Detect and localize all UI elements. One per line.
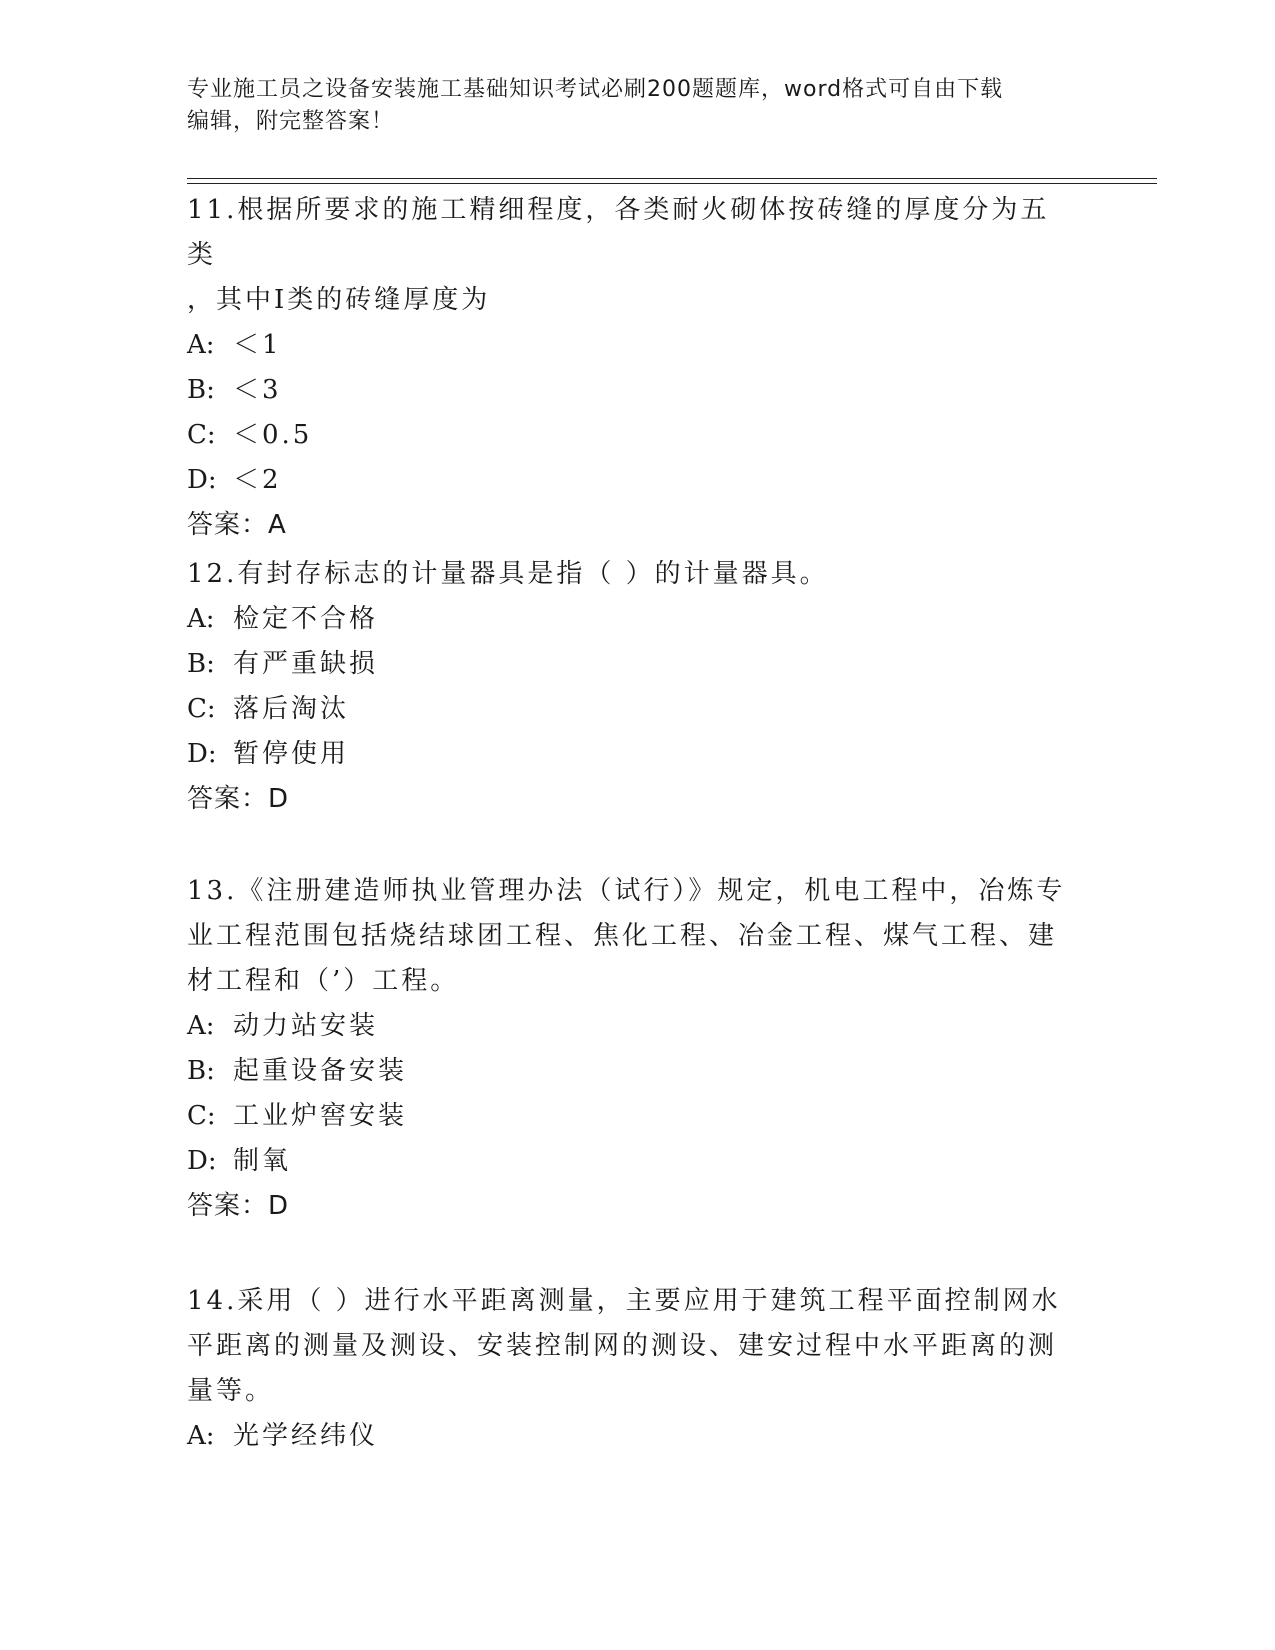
option-letter: C: <box>187 420 216 450</box>
question-text-line: ，其中Ⅰ类的砖缝厚度为 <box>187 285 491 315</box>
option-text: ＜2 <box>233 465 282 495</box>
question-14 <box>187 1279 1077 1459</box>
question-text-line: 材工程和（’）工程。 <box>187 966 460 996</box>
option-text: 动力站安装 <box>233 1011 379 1041</box>
question-text-line: 13.《注册建造师执业管理办法（试行）》规定，机电工程中，冶炼专 <box>187 876 1066 906</box>
option-letter: A: <box>187 1421 215 1451</box>
option-d <box>187 732 1077 777</box>
question-12 <box>187 552 1077 822</box>
option-letter: D: <box>187 739 217 769</box>
option-text: 起重设备安装 <box>233 1056 408 1086</box>
document-header <box>187 74 1067 138</box>
option-letter: B: <box>187 649 215 679</box>
option-text: 工业炉窖安装 <box>233 1101 408 1131</box>
option-d <box>187 458 1077 503</box>
option-b <box>187 368 1077 413</box>
option-a <box>187 323 1077 368</box>
option-text: ＜3 <box>233 375 282 405</box>
answer-line: 答案：A <box>187 510 287 540</box>
question-text-line: 14.采用（ ）进行水平距离测量，主要应用于建筑工程平面控制网水 <box>187 1286 1061 1316</box>
question-text-line: 业工程范围包括烧结球团工程、焦化工程、冶金工程、煤气工程、建 <box>187 921 1058 951</box>
header-line-2: 编辑，附完整答案！ <box>187 109 395 134</box>
answer-line: 答案：D <box>187 1191 290 1221</box>
option-text: 暂停使用 <box>233 739 350 769</box>
option-letter: C: <box>187 1101 216 1131</box>
option-letter: A: <box>187 330 215 360</box>
option-text: ＜1 <box>233 330 282 360</box>
header-line-1: 专业施工员之设备安装施工基础知识考试必刷200题题库，word格式可自由下载 <box>187 77 1004 102</box>
question-text-line: 11.根据所要求的施工精细程度，各类耐火砌体按砖缝的厚度分为五类 <box>187 195 1050 270</box>
option-c <box>187 413 1077 458</box>
option-text: 光学经纬仪 <box>233 1421 379 1451</box>
option-a <box>187 1004 1077 1049</box>
option-text: 落后淘汰 <box>233 694 350 724</box>
option-letter: D: <box>187 465 217 495</box>
option-c <box>187 687 1077 732</box>
option-a <box>187 1414 1077 1459</box>
answer-line: 答案：D <box>187 784 290 814</box>
header-divider-bottom <box>187 183 1157 184</box>
option-letter: C: <box>187 694 216 724</box>
option-d <box>187 1139 1077 1184</box>
option-a <box>187 597 1077 642</box>
option-letter: A: <box>187 1011 215 1041</box>
option-letter: B: <box>187 375 215 405</box>
question-13 <box>187 869 1077 1229</box>
question-text-line: 12.有封存标志的计量器具是指（ ）的计量器具。 <box>187 559 829 589</box>
option-text: 制氧 <box>233 1146 292 1176</box>
option-text: ＜0.5 <box>233 420 313 450</box>
question-text-line: 平距离的测量及测设、安装控制网的测设、建安过程中水平距离的测 <box>187 1331 1058 1361</box>
option-letter: A: <box>187 604 215 634</box>
option-letter: B: <box>187 1056 215 1086</box>
option-letter: D: <box>187 1146 217 1176</box>
option-text: 检定不合格 <box>233 604 379 634</box>
option-c <box>187 1094 1077 1139</box>
option-b <box>187 1049 1077 1094</box>
header-divider-top <box>187 178 1157 179</box>
option-text: 有严重缺损 <box>233 649 379 679</box>
option-b <box>187 642 1077 687</box>
question-text-line: 量等。 <box>187 1376 275 1406</box>
question-11 <box>187 188 1077 548</box>
